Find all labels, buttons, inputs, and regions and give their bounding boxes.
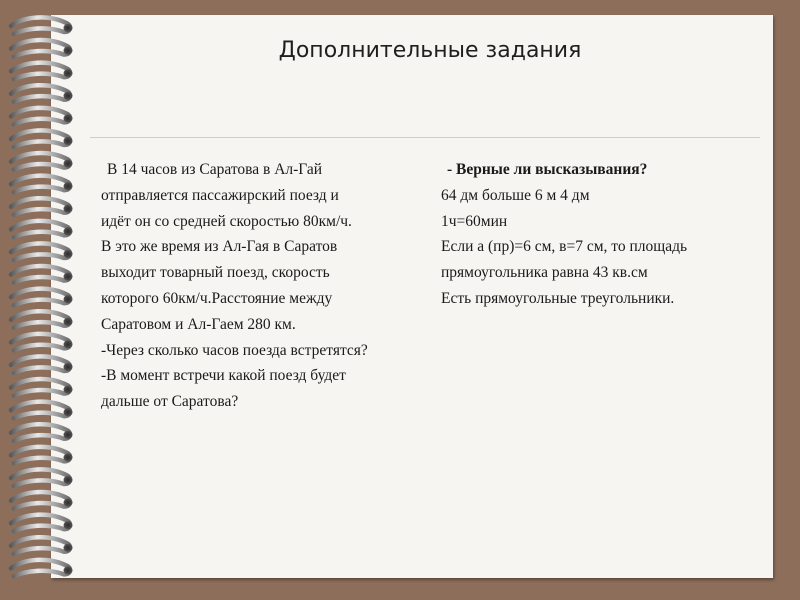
spiral-ring <box>11 402 73 419</box>
spiral-binding-icon <box>6 10 86 590</box>
spiral-ring <box>11 130 73 147</box>
spiral-ring <box>11 311 73 328</box>
spiral-ring <box>11 560 73 577</box>
spiral-ring <box>11 424 73 441</box>
spiral-ring <box>11 447 73 464</box>
spiral-ring <box>11 379 73 396</box>
statement-line: Если а (пр)=6 см, в=7 см, то площадь <box>441 238 688 256</box>
text-line: отправляется пассажирский поезд и <box>101 186 339 204</box>
slide-title: Дополнительные задания <box>278 38 582 63</box>
spiral-ring <box>11 85 73 102</box>
problem-text-block <box>101 157 431 415</box>
text-line: В это же время из Ал-Гая в Саратов <box>101 238 338 256</box>
spiral-ring <box>11 334 73 351</box>
text-line: В 14 часов из Саратова в Ал-Гай <box>107 161 323 178</box>
text-line: дальше от Саратова? <box>101 393 239 411</box>
spiral-ring <box>11 289 73 306</box>
spiral-ring <box>11 17 73 34</box>
text-line: идёт он со средней скоростью 80км/ч. <box>101 212 352 230</box>
spiral-ring <box>11 198 73 215</box>
text-line: -Через сколько часов поезда встретятся? <box>101 341 368 359</box>
statements-block <box>441 157 771 312</box>
spiral-ring <box>11 153 73 170</box>
text-line: которого 60км/ч.Расстояние между <box>101 289 333 307</box>
spiral-ring <box>11 176 73 193</box>
statement-line: 1ч=60мин <box>441 212 508 230</box>
text-line: -В момент встречи какой поезд будет <box>101 367 346 385</box>
spiral-ring <box>11 492 73 509</box>
text-line: Саратовом и Ал-Гаем 280 км. <box>101 315 296 333</box>
spiral-ring <box>11 40 73 57</box>
spiral-ring <box>11 469 73 486</box>
spiral-ring <box>11 356 73 373</box>
spiral-ring <box>11 515 73 532</box>
spiral-ring <box>11 266 73 283</box>
spiral-ring <box>11 537 73 554</box>
spiral-ring <box>11 63 73 80</box>
spiral-ring <box>11 221 73 238</box>
spiral-ring <box>11 108 73 125</box>
spiral-ring <box>11 243 73 260</box>
statements-heading: - Верные ли высказывания? <box>447 161 648 178</box>
statement-line: 64 дм больше 6 м 4 дм <box>441 186 590 204</box>
text-line: выходит товарный поезд, скорость <box>101 264 330 282</box>
title-divider <box>90 137 760 138</box>
statement-line: Есть прямоугольные треугольники. <box>441 289 675 307</box>
statement-line: прямоугольника равна 43 кв.см <box>441 264 648 282</box>
